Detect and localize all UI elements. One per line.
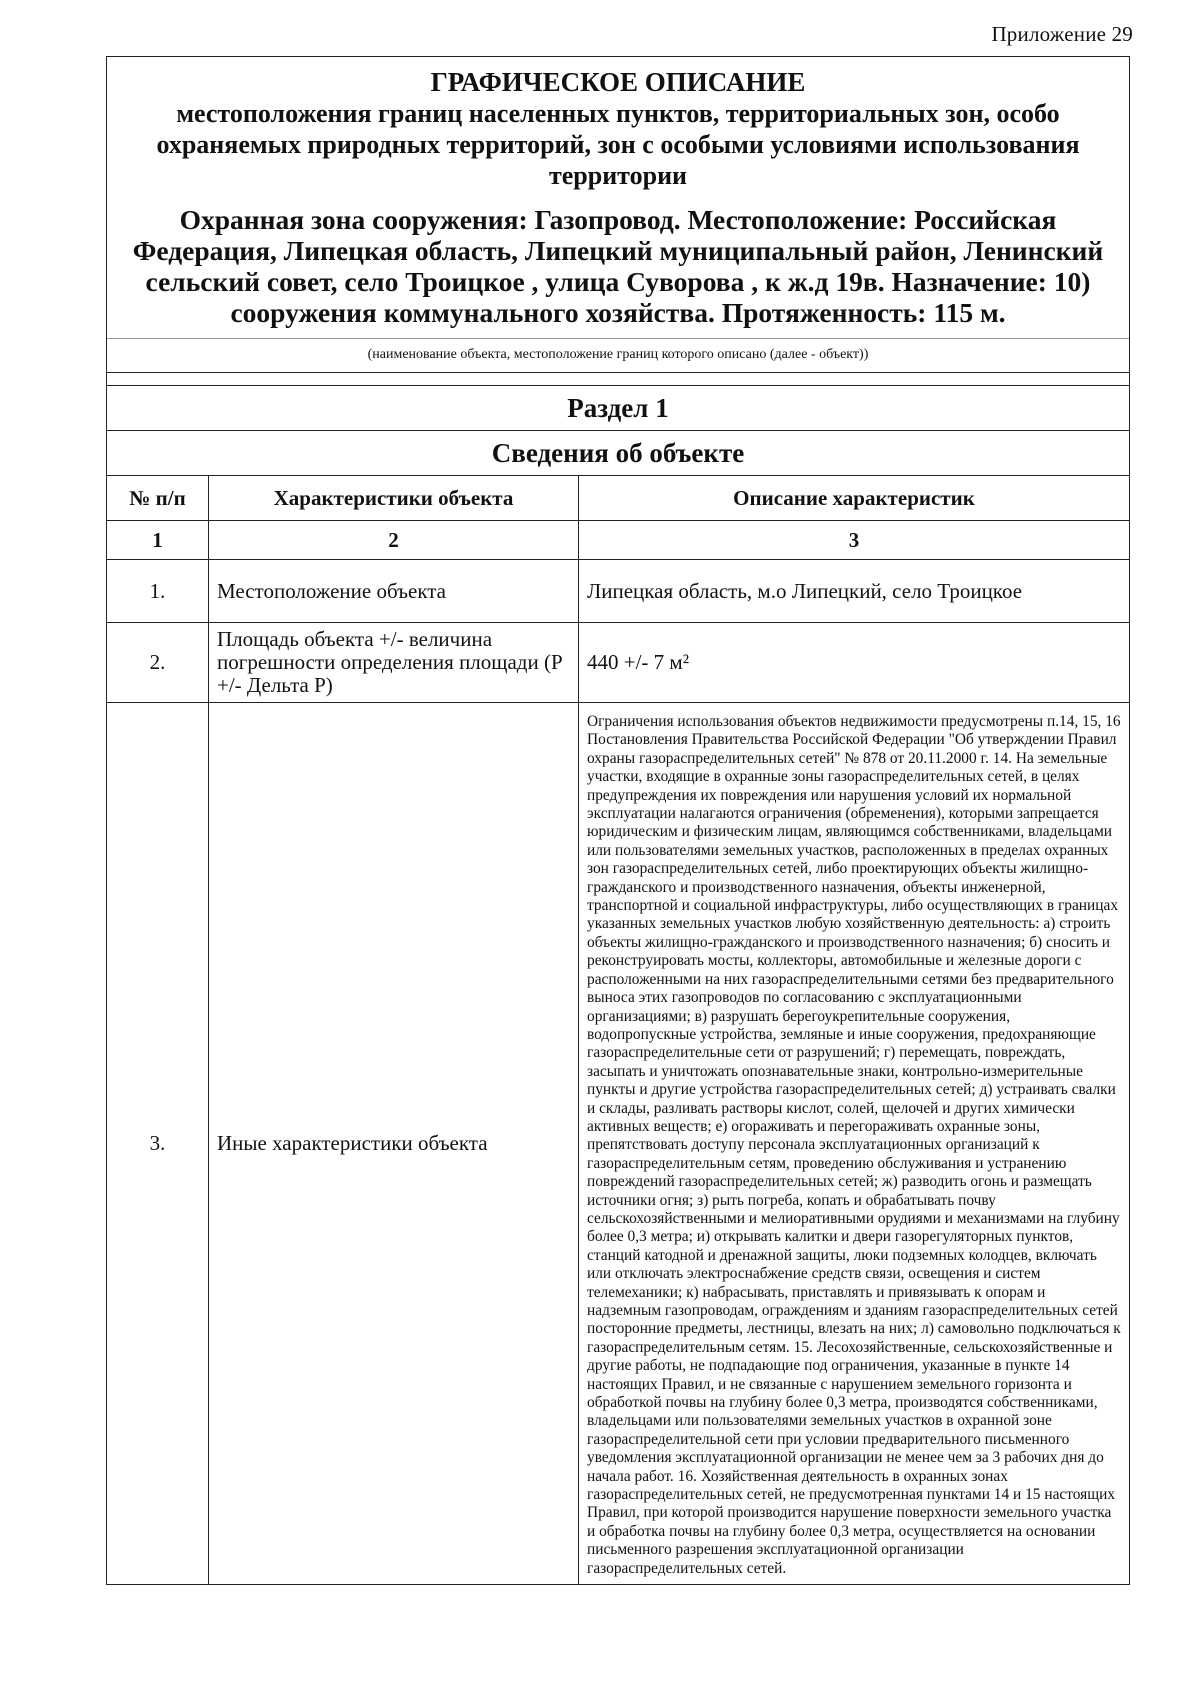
characteristics-table [107, 476, 1129, 1584]
object-note: (наименование объекта, местоположение границ которого описано (далее - объект)) [107, 339, 1129, 373]
row-name: Площадь объекта +/- величина погрешности определения площади (Р +/- Дельта Р) [209, 623, 579, 703]
table-number-row [107, 521, 1129, 560]
header-characteristic: Характеристики объекта [209, 476, 579, 521]
section-subtitle: Сведения об объекте [107, 431, 1129, 476]
document-frame [106, 56, 1130, 1585]
spacer-row [107, 373, 1129, 386]
table-row [107, 703, 1129, 1585]
row-value: Липецкая область, м.о Липецкий, село Троицкое [579, 560, 1130, 623]
object-description: Охранная зона сооружения: Газопровод. Местоположение: Российская Федерация, Липецкая область, Липецкий муниципальный район, Ленинский сельский совет, село Троицкое , улица Суворова , к ж.д 19в. Назначение: 10) сооружения коммунального хозяйства. Протяженность: 115 м. [132, 204, 1104, 328]
appendix-label: Приложение 29 [991, 22, 1133, 46]
column-number-1: 1 [107, 521, 209, 560]
table-row [107, 560, 1129, 623]
header-description: Описание характеристик [579, 476, 1130, 521]
row-value: Ограничения использования объектов недвижимости предусмотрены п.14, 15, 16 Постановления Правительства Российской Федерации "Об утверждении Правил охраны газораспределительных сетей" № 878 от 20.11.2000 г. 14. На земельные участки, входящие в охранные зоны газораспределительных сетей, в целях предупреждения их повреждения или нарушения условий их нормальной эксплуатации налагаются ограничения (обременения), которыми запрещается юридическим и физическим лицам, являющимся собственниками, владельцами или пользователями земельных участков, расположенных в пределах охранных зон газораспределительных сетей, либо проектирующих объекты жилищно-гражданского и производственного назначения, объекты инженерной, транспортной и социальной инфраструктуры, либо осуществляющих в границах указанных земельных участков любую хозяйственную деятельность: а) строить объекты жилищно-гражданского и производственного назначения; б) сносить и реконструировать мосты, коллекторы, автомобильные и железные дороги с расположенными на них газораспределительными сетями без предварительного выноса этих газопроводов по согласованию с эксплуатационными организациями; в) разрушать берегоукрепительные сооружения, водопропускные устройства, земляные и иные сооружения, предохраняющие газораспределительные сети от разрушений; г) перемещать, повреждать, засыпать и уничтожать опознавательные знаки, контрольно-измерительные пункты и другие устройства газораспределительных сетей; д) устраивать свалки и склады, разливать растворы кислот, солей, щелочей и других химически активных веществ; е) огораживать и перегораживать охранные зоны, препятствовать доступу персонала эксплуатационных организаций к газораспределительным сетям, проведению обслуживания и устранению повреждений газораспределительных сетей; ж) разводить огонь и размещать источники огня; з) рыть погреба, копать и обрабатывать почву сельскохозяйственными и мелиоративными орудиями и механизмами на глубину более 0,3 метра; и) открывать калитки и двери газорегуляторных пунктов, станций катодной и дренажной защиты, люки подземных колодцев, включать или отключать электроснабжение средств связи, освещения и систем телемеханики; к) набрасывать, приставлять и привязывать к опорам и надземным газопроводам, ограждениям и зданиям газораспределительных сетей посторонние предметы, лестницы, влезать на них; л) самовольно подключаться к газораспределительным сетям. 15. Лесохозяйственные, сельскохозяйственные и другие работы, не подпадающие под ограничения, указанные в пункте 14 настоящих Правил, и не связанные с нарушением земельного горизонта и обработкой почвы на глубину более 0,3 метра, производятся собственниками, владельцами или пользователями земельных участков в охранной зоне газораспределительной сети при условии предварительного письменного уведомления эксплуатационной организации не менее чем за 3 рабочих дня до начала работ. 16. Хозяйственная деятельность в охранных зонах газораспределительных сетей, не предусмотренная пунктами 14 и 15 настоящих Правил, при которой производится нарушение поверхности земельного участка и обработка почвы на глубину более 0,3 метра, осуществляется на основании письменного разрешения эксплуатационной организации газораспределительных сетей. [579, 703, 1130, 1585]
document-title: ГРАФИЧЕСКОЕ ОПИСАНИЕ [430, 67, 806, 97]
section-title: Раздел 1 [107, 386, 1129, 431]
row-value: 440 +/- 7 м² [579, 623, 1130, 703]
header-num: № п/п [129, 485, 186, 510]
table-header-row [107, 476, 1129, 521]
document-header [107, 57, 1129, 339]
row-num: 2. [107, 623, 209, 703]
document-subtitle: местоположения границ населенных пунктов, территориальных зон, особо охраняемых природных территорий, зон с особыми условиями использования территории [156, 99, 1080, 190]
row-num: 3. [107, 703, 209, 1585]
column-number-3: 3 [579, 521, 1130, 560]
row-num: 1. [107, 560, 209, 623]
row-name: Местоположение объекта [209, 560, 579, 623]
table-row [107, 623, 1129, 703]
column-number-2: 2 [209, 521, 579, 560]
row-name: Иные характеристики объекта [209, 703, 579, 1585]
